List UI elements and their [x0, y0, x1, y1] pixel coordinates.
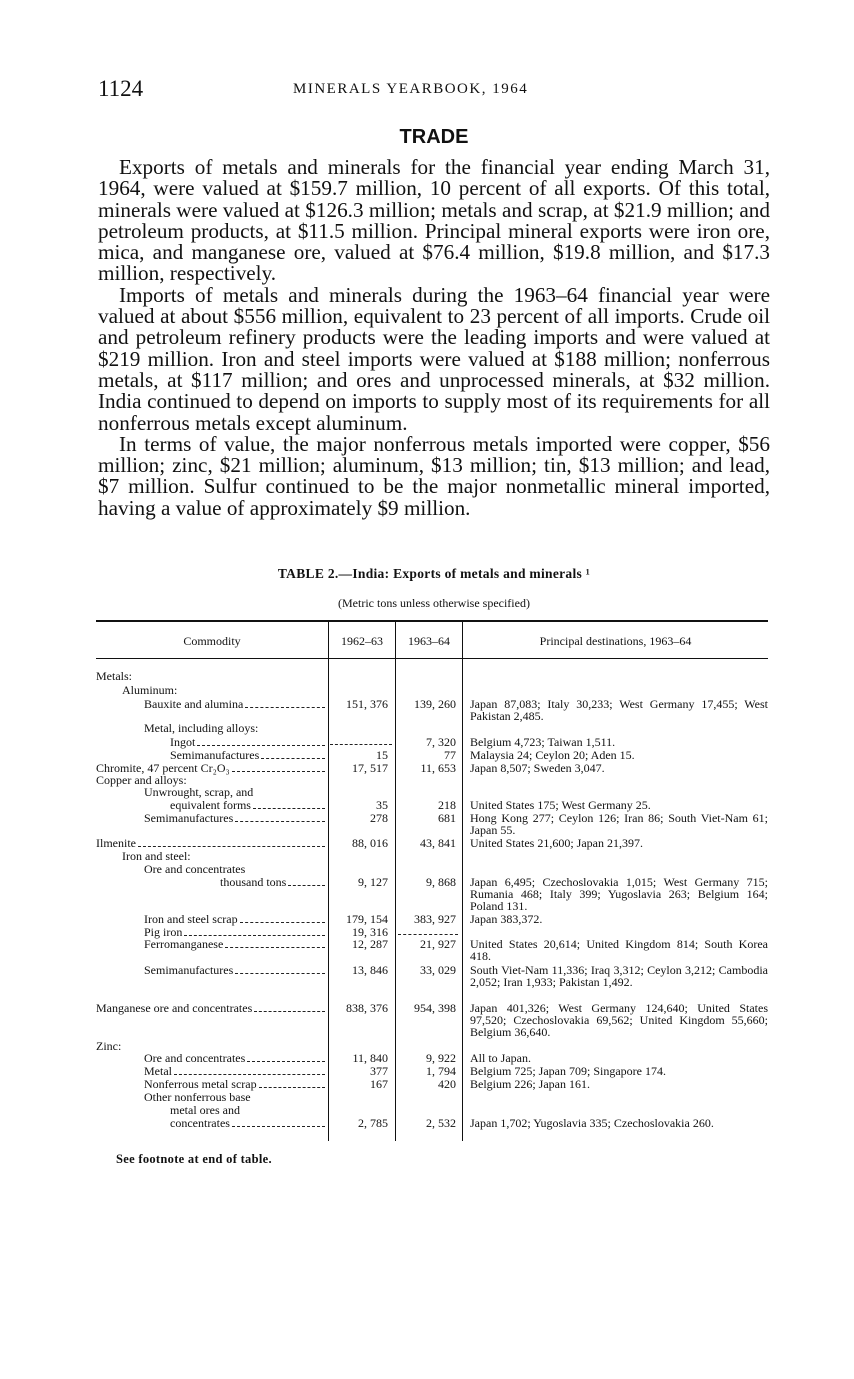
destinations: United States 20,614; United Kingdom 814; South Korea 418. [470, 937, 768, 963]
table-top-rule [96, 620, 768, 622]
destinations: Japan 383,372. [470, 912, 543, 926]
value-1962-63: 11, 840 [352, 1051, 388, 1065]
value-1963-64: 218 [438, 798, 456, 812]
column-header-1962-63: 1962–63 [341, 634, 383, 648]
commodity-label: thousand tons [220, 875, 287, 889]
destinations: Japan 1,702; Yugoslavia 335; Czechoslovakia 260. [470, 1116, 714, 1130]
leader-dots [240, 922, 325, 923]
destinations: Belgium 226; Japan 161. [470, 1077, 590, 1091]
value-1962-63: 377 [370, 1064, 388, 1078]
leader-dots [235, 821, 325, 822]
destinations: South Viet-Nam 11,336; Iraq 3,312; Ceylon 3,212; Cambodia 2,052; Iran 1,933; Pakistan 1,492. [470, 963, 768, 989]
value-1962-63: 151, 376 [346, 697, 388, 711]
value-1962-63: 35 [376, 798, 388, 812]
commodity-label: Bauxite and alumina [144, 697, 244, 711]
value-1962-63: 88, 016 [352, 836, 388, 850]
leader-dots [245, 707, 325, 708]
column-header-1963-64: 1963–64 [408, 634, 450, 648]
value-1963-64: 7, 320 [426, 735, 456, 749]
value-1963-64: 420 [438, 1077, 456, 1091]
commodity-label: Metal, including alloys: [144, 721, 259, 735]
value-1963-64: 681 [438, 811, 456, 825]
value-1963-64: 77 [444, 748, 456, 762]
table-subtitle: (Metric tons unless otherwise specified) [338, 596, 530, 610]
leader-dots [138, 846, 325, 847]
column-divider [462, 621, 463, 1141]
destinations: Japan 8,507; Sweden 3,047. [470, 761, 605, 775]
destinations: Belgium 4,723; Taiwan 1,511. [470, 735, 616, 749]
section-title: TRADE [399, 126, 469, 148]
value-1962-63: 278 [370, 811, 388, 825]
commodity-label: Semimanufactures [144, 811, 234, 825]
destinations: Japan 6,495; Czechoslovakia 1,015; West Germany 715; Rumania 468; Italy 399; Yugoslavia 263; Belgium 164; Poland 131. [470, 875, 768, 913]
footnote: See footnote at end of table. [116, 1152, 272, 1166]
commodity-label: Aluminum: [122, 683, 178, 697]
value-1962-63: 2, 785 [358, 1116, 388, 1130]
destinations: Japan 87,083; Italy 30,233; West Germany 17,455; West Pakistan 2,485. [470, 697, 768, 723]
destinations: Belgium 725; Japan 709; Singapore 174. [470, 1064, 666, 1078]
leader-dots [174, 1074, 325, 1075]
commodity-label: Metal [144, 1064, 172, 1078]
value-1962-63: 13, 846 [352, 963, 388, 977]
leader-dots [232, 1126, 325, 1127]
paragraph: In terms of value, the major nonferrous metals imported were copper, $56 million; zinc, $21 million; aluminum, $13 million; tin, $13 million; and lead, $7 million. Sulfur continued to be the major nonmetallic mineral imported, having a value of approximately $9 million. [98, 431, 770, 520]
leader-dots [261, 758, 325, 759]
value-1962-63: 17, 517 [352, 761, 388, 775]
value-1962-63: 12, 287 [352, 937, 388, 951]
value-1962-63: 15 [376, 748, 388, 762]
blank-value-1963-64 [398, 934, 458, 935]
commodity-label: Ferromanganese [144, 937, 224, 951]
commodity-label: Semimanufactures [170, 748, 260, 762]
commodity-label: Unwrought, scrap, and [144, 785, 254, 799]
value-1963-64: 1, 794 [426, 1064, 456, 1078]
commodity-label: Pig iron [144, 925, 183, 939]
commodity-label: Ore and concentrates [144, 862, 246, 876]
leader-dots [253, 808, 325, 809]
commodity-label: Ingot [170, 735, 196, 749]
value-1963-64: 383, 927 [414, 912, 456, 926]
value-1963-64: 43, 841 [420, 836, 456, 850]
commodity-label: Metals: [96, 669, 132, 683]
value-1962-63: 179, 154 [346, 912, 388, 926]
value-1962-63: 19, 316 [352, 925, 388, 939]
leader-dots [259, 1087, 325, 1088]
commodity-label: Ore and concentrates [144, 1051, 246, 1065]
commodity-label: concentrates [170, 1116, 230, 1130]
commodity-label: Copper and alloys: [96, 773, 187, 787]
destinations: United States 175; West Germany 25. [470, 798, 651, 812]
leader-dots [197, 745, 325, 746]
commodity-label: Semimanufactures [144, 963, 234, 977]
table-title: TABLE 2.—India: Exports of metals and minerals ¹ [277, 566, 591, 581]
leader-dots [225, 947, 325, 948]
page-number: 1124 [98, 76, 144, 101]
commodity-label: Ilmenite [96, 836, 136, 850]
commodity-label: Zinc: [96, 1039, 122, 1053]
commodity-label: Nonferrous metal scrap [144, 1077, 257, 1091]
commodity-label: Chromite, 47 percent Cr₂O₃ [96, 761, 230, 775]
value-1963-64: 21, 927 [420, 937, 456, 951]
commodity-label: Manganese ore and concentrates [96, 1001, 253, 1015]
column-header-destinations: Principal destinations, 1963–64 [539, 634, 692, 648]
leader-dots [235, 973, 325, 974]
value-1963-64: 33, 029 [420, 963, 456, 977]
blank-value-1962-63 [330, 744, 392, 745]
value-1962-63: 167 [370, 1077, 388, 1091]
value-1963-64: 11, 653 [420, 761, 456, 775]
running-head: MINERALS YEARBOOK, 1964 [293, 81, 529, 97]
destinations: Hong Kong 277; Ceylon 126; Iran 86; South Viet-Nam 61; Japan 55. [470, 811, 768, 837]
leader-dots [184, 935, 325, 936]
leader-dots [232, 771, 325, 772]
value-1963-64: 9, 868 [426, 875, 456, 889]
commodity-label: metal ores and [170, 1103, 240, 1117]
leader-dots [247, 1061, 325, 1062]
value-1962-63: 9, 127 [358, 875, 388, 889]
leader-dots [288, 885, 325, 886]
body-text [98, 157, 770, 519]
commodity-label: Iron and steel scrap [144, 912, 238, 926]
commodity-label: equivalent forms [170, 798, 251, 812]
commodity-label: Other nonferrous base [144, 1090, 251, 1104]
paragraph: Imports of metals and minerals during the 1963–64 financial year were valued at about $556 million, equivalent to 23 percent of all imports. Crude oil and petroleum refinery products were the leading imports and were valued at $219 million. Iron and steel imports were valued at $188 million; nonferrous metals, at $117 million; and ores and unprocessed minerals, at $32 million. India continued to depend on imports to supply most of its requirements for all nonferrous metals except aluminum. [98, 282, 770, 435]
value-1963-64: 954, 398 [414, 1001, 456, 1015]
destinations: All to Japan. [470, 1051, 531, 1065]
page-header [98, 76, 770, 106]
value-1962-63: 838, 376 [346, 1001, 388, 1015]
value-1963-64: 2, 532 [426, 1116, 456, 1130]
leader-dots [254, 1011, 325, 1012]
destinations: Malaysia 24; Ceylon 20; Aden 15. [470, 748, 635, 762]
commodity-label: Iron and steel: [122, 849, 191, 863]
value-1963-64: 9, 922 [426, 1051, 456, 1065]
table-header-rule [96, 658, 768, 659]
value-1963-64: 139, 260 [414, 697, 456, 711]
destinations: United States 21,600; Japan 21,397. [470, 836, 643, 850]
paragraph: Exports of metals and minerals for the financial year ending March 31, 1964, were valued at $159.7 million, 10 percent of all exports. Of this total, minerals were valued at $126.3 million; metals and scrap, at $21.9 million; and petroleum products, at $11.5 million. Principal mineral exports were iron ore, mica, and manganese ore, valued at $76.4 million, $19.8 million, and $17.3 million, respectively. [98, 155, 770, 286]
destinations: Japan 401,326; West Germany 124,640; United States 97,520; Czechoslovakia 69,562; United Kingdom 55,660; Belgium 36,640. [470, 1001, 768, 1039]
column-header-commodity: Commodity [183, 634, 241, 648]
